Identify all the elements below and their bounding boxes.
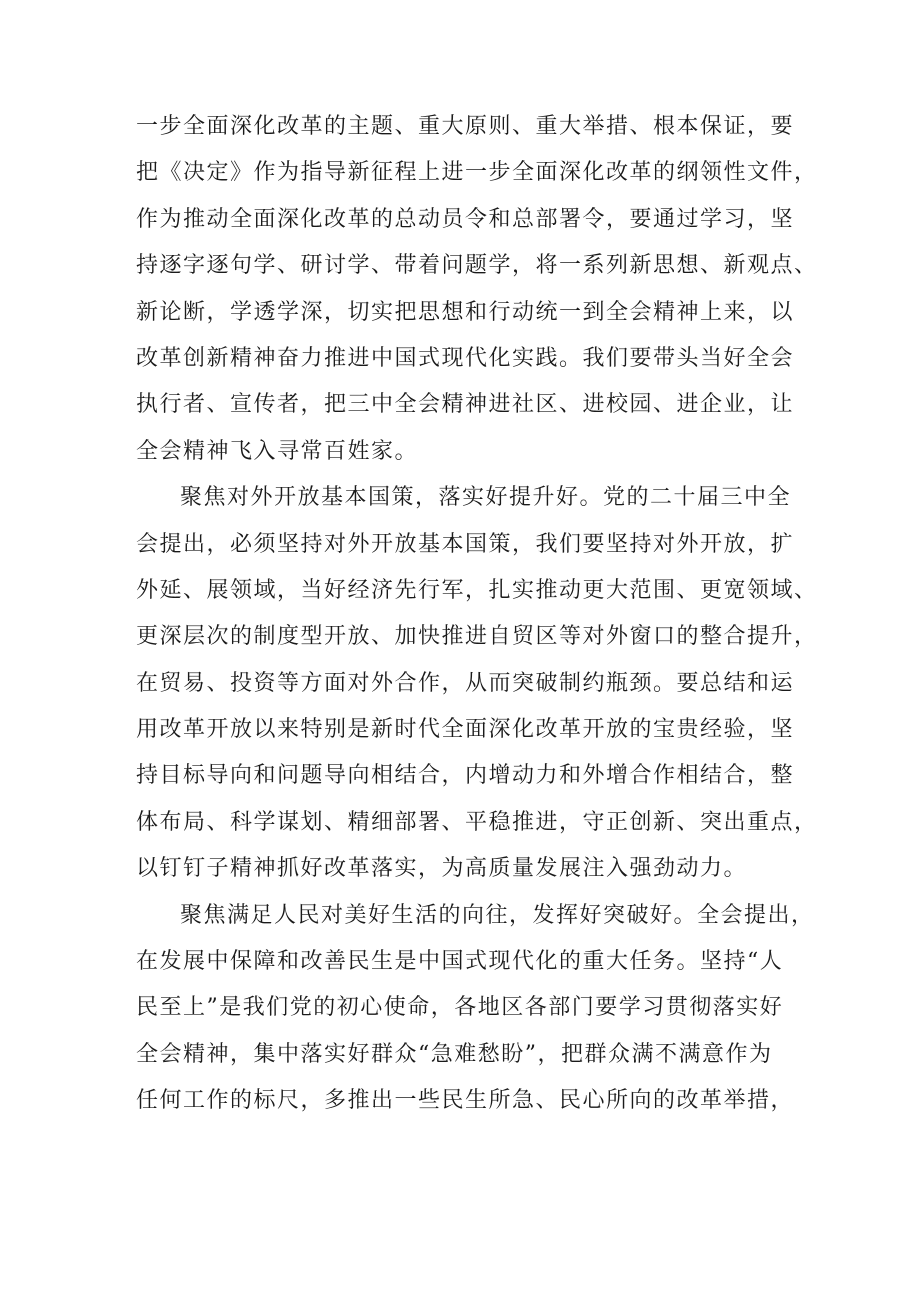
text-line: 会提出，必须坚持对外开放基本国策，我们要坚持对外开放，扩 <box>136 531 795 557</box>
paragraph-3 <box>136 893 815 1125</box>
text-line: 用改革开放以来特别是新时代全面深化改革开放的宝贵经验，坚 <box>136 717 795 743</box>
text-line: 外延、展领域，当好经济先行军，扎实推动更大范围、更宽领域、 <box>136 577 818 603</box>
text-line: 执行者、宣传者，把三中全会精神进社区、进校园、进企业，让 <box>136 392 795 418</box>
text-line: 持逐字逐句学、研讨学、带着问题学，将一系列新思想、新观点、 <box>136 253 818 279</box>
paragraph-1 <box>136 104 818 475</box>
text-line: 更深层次的制度型开放、加快推进自贸区等对外窗口的整合提升， <box>136 624 818 650</box>
text-line: 全会精神，集中落实好群众“急难愁盼”，把群众满不满意作为 <box>136 1041 773 1067</box>
text-line: 聚焦满足人民对美好生活的向往，发挥好突破好。全会提出， <box>180 902 815 928</box>
text-line: 体布局、科学谋划、精细部署、平稳推进，守正创新、突出重点， <box>136 809 818 835</box>
text-line: 以钉钉子精神抓好改革落实，为高质量发展注入强劲动力。 <box>136 856 748 882</box>
text-line: 民至上”是我们党的初心使命，各地区各部门要学习贯彻落实好 <box>136 995 784 1021</box>
body-text <box>136 104 818 1125</box>
text-line: 一步全面深化改革的主题、重大原则、重大举措、根本保证，要 <box>136 114 795 139</box>
text-line: 新论断，学透学深，切实把思想和行动统一到全会精神上来，以 <box>136 299 795 325</box>
text-line: 全会精神飞入寻常百姓家。 <box>136 438 419 464</box>
text-line: 把《决定》作为指导新征程上进一步全面深化改革的纲领性文件， <box>136 160 818 186</box>
text-line: 在贸易、投资等方面对外合作，从而突破制约瓶颈。要总结和运 <box>136 670 795 696</box>
text-line: 在发展中保障和改善民生是中国式现代化的重大任务。坚持“人 <box>136 949 784 975</box>
text-line: 作为推动全面深化改革的总动员令和总部署令，要通过学习，坚 <box>136 206 795 232</box>
text-line: 聚焦对外开放基本国策，落实好提升好。党的二十届三中全 <box>180 485 792 511</box>
paragraph-2 <box>136 475 818 893</box>
text-line: 持目标导向和问题导向相结合，内增动力和外增合作相结合，整 <box>136 763 795 789</box>
text-line: 改革创新精神奋力推进中国式现代化实践。我们要带头当好全会 <box>136 345 795 371</box>
text-line: 任何工作的标尺，多推出一些民生所急、民心所向的改革举措， <box>136 1088 795 1114</box>
